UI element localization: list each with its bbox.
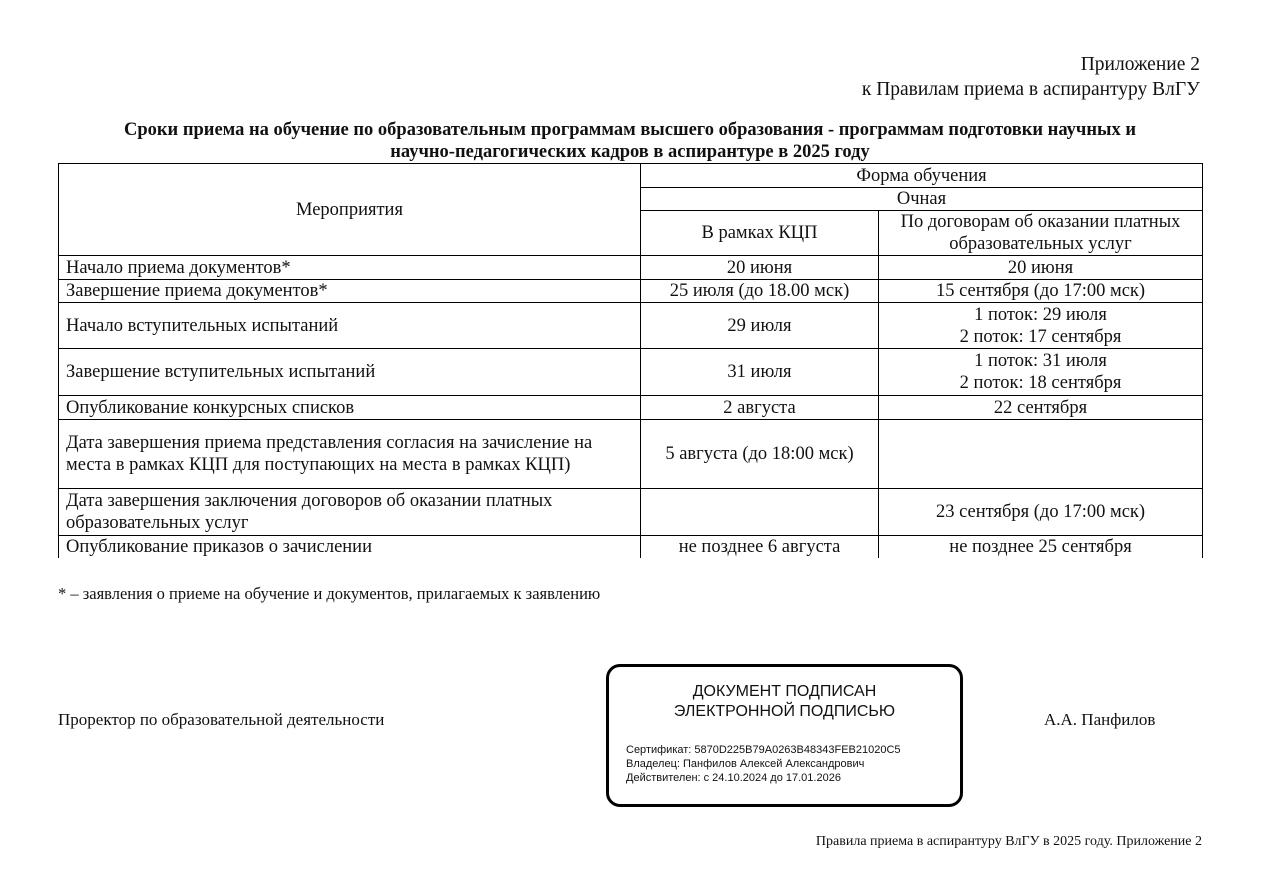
- stamp-certificate: Сертификат: 5870D225B79A0263B48343FEB21020C5: [626, 744, 901, 756]
- stamp-validity: Действителен: с 24.10.2024 до 17.01.2026: [626, 772, 841, 784]
- paid-date-cell: [879, 349, 1203, 396]
- header-study-form: Форма обучения: [641, 164, 1203, 188]
- table-row: [59, 349, 1203, 396]
- paid-date-cell: [879, 303, 1203, 349]
- table-row: [59, 420, 1203, 489]
- kcp-date-cell: не позднее 6 августа: [641, 536, 879, 559]
- event-cell: Опубликование конкурсных списков: [59, 396, 641, 420]
- stamp-title: [609, 682, 960, 722]
- appendix-number: Приложение 2: [1080, 54, 1200, 75]
- paid-date-cell: [879, 420, 1203, 489]
- event-cell: Дата завершения заключения договоров об оказании платных образовательных услуг: [59, 489, 641, 536]
- signer-position: Проректор по образовательной деятельности: [58, 710, 385, 729]
- document-title-line1: Сроки приема на обучение по образовательным программам высшего образования - программам подготовки научных и: [124, 120, 1136, 140]
- kcp-date-cell: 29 июля: [641, 303, 879, 349]
- paid-date-cell: 20 июня: [879, 256, 1203, 280]
- stamp-owner: Владелец: Панфилов Алексей Александрович: [626, 758, 865, 770]
- stamp-title-line1: ДОКУМЕНТ ПОДПИСАН: [692, 683, 877, 700]
- signer-name: А.А. Панфилов: [1044, 710, 1156, 729]
- table-row: [59, 489, 1203, 536]
- paid-stream-1: 1 поток: 29 июля: [974, 304, 1107, 325]
- kcp-date-cell: 25 июля (до 18.00 мск): [641, 280, 879, 303]
- event-cell: Завершение вступительных испытаний: [59, 349, 641, 396]
- paid-stream-1: 1 поток: 31 июля: [974, 351, 1107, 371]
- kcp-date-cell: 20 июня: [641, 256, 879, 280]
- event-cell: Начало вступительных испытаний: [59, 303, 641, 349]
- paid-date-cell: не позднее 25 сентября: [879, 536, 1203, 559]
- event-cell: Начало приема документов*: [59, 256, 641, 280]
- table-row: [59, 280, 1203, 303]
- kcp-date-cell: 5 августа (до 18:00 мск): [641, 420, 879, 489]
- footnote: * – заявления о приеме на обучение и документов, прилагаемых к заявлению: [58, 584, 601, 603]
- appendix-reference: к Правилам приема в аспирантуру ВлГУ: [861, 79, 1200, 100]
- header-kcp: В рамках КЦП: [641, 211, 879, 256]
- event-cell: Дата завершения приема представления согласия на зачисление на места в рамках КЦП для поступающих на места в рамках КЦП): [59, 420, 641, 489]
- paid-stream-2: 2 поток: 18 сентября: [959, 373, 1122, 393]
- paid-date-cell: 22 сентября: [879, 396, 1203, 420]
- paid-stream-2: 2 поток: 17 сентября: [959, 326, 1122, 347]
- header-paid: По договорам об оказании платных образовательных услуг: [879, 211, 1203, 256]
- event-cell: Опубликование приказов о зачислении: [59, 536, 641, 559]
- table-row: [59, 303, 1203, 349]
- header-full-time: Очная: [641, 188, 1203, 211]
- stamp-title-line2: ЭЛЕКТРОННОЙ ПОДПИСЬЮ: [673, 703, 896, 720]
- header-events: Мероприятия: [59, 164, 641, 256]
- kcp-date-cell: 2 августа: [641, 396, 879, 420]
- table-row: [59, 536, 1203, 559]
- document-title-line2: научно-педагогических кадров в аспирантуре в 2025 году: [390, 142, 870, 162]
- stamp-details: [626, 743, 901, 785]
- kcp-date-cell: 31 июля: [641, 349, 879, 396]
- page-footer: Правила приема в аспирантуру ВлГУ в 2025 году. Приложение 2: [815, 834, 1202, 849]
- table-header-row: [59, 164, 1203, 188]
- paid-date-cell: 15 сентября (до 17:00 мск): [879, 280, 1203, 303]
- table-row: [59, 396, 1203, 420]
- paid-date-cell: 23 сентября (до 17:00 мск): [879, 489, 1203, 536]
- event-cell: Завершение приема документов*: [59, 280, 641, 303]
- appendix-header: [862, 52, 1200, 102]
- table-row: [59, 256, 1203, 280]
- document-title: [58, 119, 1202, 163]
- admission-schedule-table: [58, 163, 1203, 558]
- kcp-date-cell: [641, 489, 879, 536]
- electronic-signature-stamp: [606, 664, 963, 807]
